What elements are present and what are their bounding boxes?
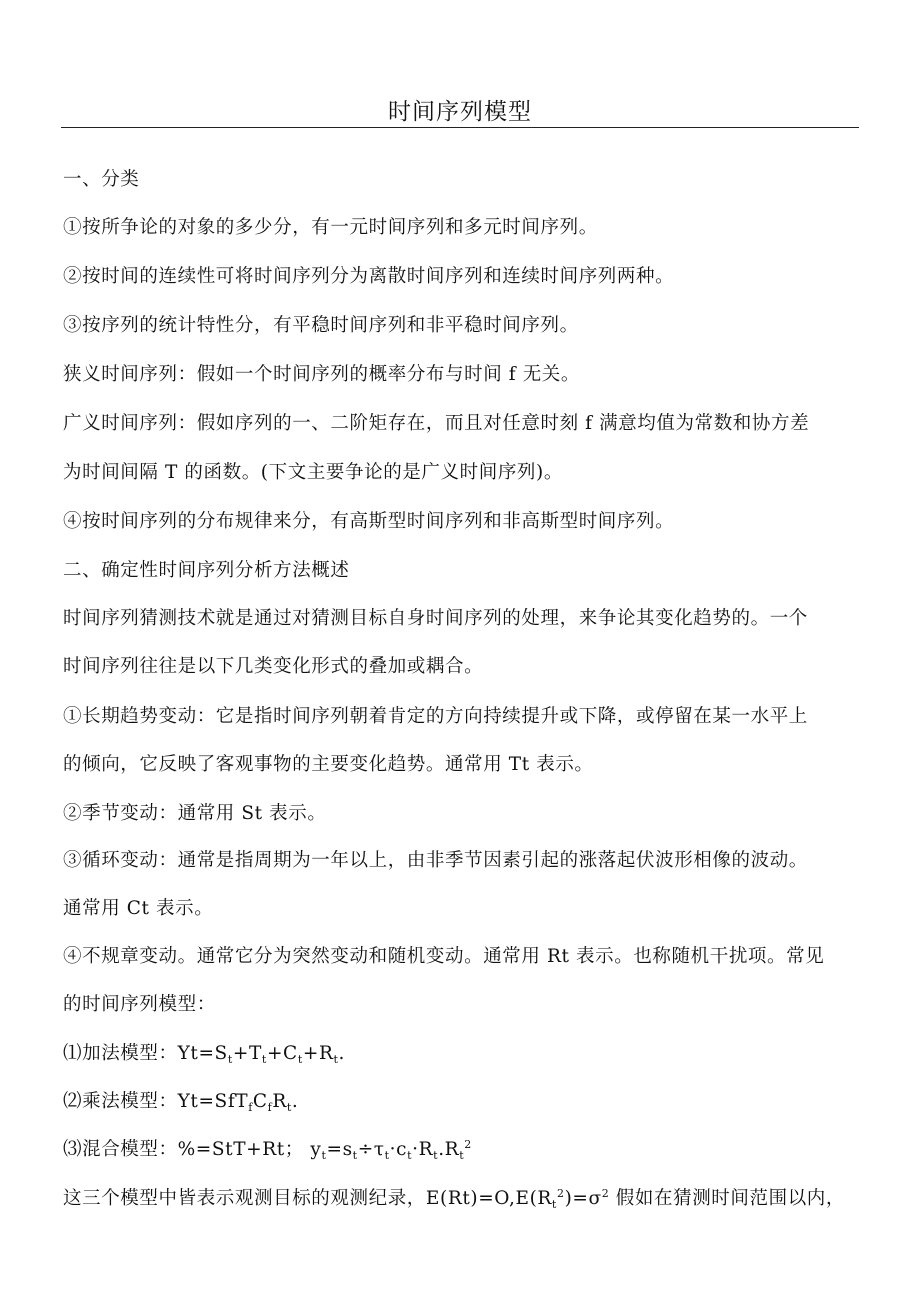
paragraph-line: 通常用 Ct 表示。 (63, 898, 214, 919)
model-label: ⑵乘法模型： (63, 1091, 178, 1112)
subscript: t (227, 1053, 233, 1066)
formula-text: =s (326, 1139, 353, 1160)
paragraph-line: 狭义时间序列：假如一个时间序列的概率分布与时间 f 无关。 (63, 364, 581, 385)
section-heading-methods: 二、确定性时间序列分析方法概述 (63, 560, 350, 581)
title-divider (61, 127, 859, 128)
formula-text: R (272, 1091, 287, 1112)
subscript: t (384, 1149, 390, 1162)
subscript: t (459, 1149, 465, 1162)
formula-text: .R (438, 1139, 460, 1160)
superscript: 2 (556, 1187, 565, 1200)
subscript: t (321, 1149, 327, 1162)
multiplicative-model-line (63, 1087, 863, 1117)
paragraph-line: 时间序列往往是以下几类变化形式的叠加或耦合。 (63, 656, 484, 677)
paragraph-line: 为时间间隔 T 的函数。(下文主要争论的是广义时间序列)。 (63, 462, 563, 483)
paragraph-line: 时间序列猜测技术就是通过对猜测目标自身时间序列的处理，来争论其变化趋势的。一个 (63, 608, 808, 629)
formula-text: 这三个模型中皆表示观测目标的观测纪录，E(Rt)=O,E(R (63, 1188, 552, 1209)
subscript: t (297, 1053, 303, 1066)
superscript: 2 (464, 1138, 472, 1151)
formula-text: . (338, 1043, 345, 1064)
subscript: f (248, 1101, 253, 1114)
formula-text: C (252, 1091, 268, 1112)
formula-text: %=StT+Rt； y (177, 1139, 322, 1160)
paragraph-line: ④按时间序列的分布规律来分，有高斯型时间序列和非高斯型时间序列。 (63, 511, 675, 532)
paragraph-line: ②按时间的连续性可将时间序列分为离散时间序列和连续时间序列两种。 (63, 266, 675, 287)
formula-text: ·R (412, 1139, 434, 1160)
paragraph-line: ①长期趋势变动：它是指时间序列朝着肯定的方向持续提升或下降，或停留在某一水平上 (63, 706, 808, 727)
paragraph-line: ②季节变动：通常用 St 表示。 (63, 803, 327, 824)
subscript: t (407, 1149, 413, 1162)
paragraph-line: ③循环变动：通常是指周期为一年以上，由非季节因素引起的涨落起伏波形相像的波动。 (63, 850, 808, 871)
additive-model-line (63, 1039, 863, 1069)
paragraph-line: 的时间序列模型： (63, 994, 216, 1015)
formula-text: +C (266, 1043, 298, 1064)
paragraph-line: 广义时间序列：假如序列的一、二阶矩存在，而且对任意时刻 f 满意均值为常数和协方差 (63, 413, 810, 434)
subscript: t (261, 1053, 267, 1066)
subscript: t (333, 1053, 339, 1066)
subscript: t (286, 1101, 292, 1114)
paragraph-line: ④不规章变动。通常它分为突然变动和随机变动。通常用 Rt 表示。也称随机干扰项。常见 (63, 946, 825, 967)
subscript: t (551, 1198, 557, 1211)
section-heading-classification: 一、分类 (63, 169, 140, 190)
formula-text: )=σ (564, 1188, 602, 1209)
mixed-model-line (63, 1135, 863, 1165)
model-label: ⑶混合模型： (63, 1139, 178, 1160)
superscript: 2 (601, 1187, 610, 1200)
paragraph-line: ③按序列的统计特性分，有平稳时间序列和非平稳时间序列。 (63, 315, 579, 336)
formula-text: ÷τ (357, 1139, 385, 1160)
formula-text: ·c (389, 1139, 408, 1160)
formula-text: Yt=SfT (177, 1091, 249, 1112)
paragraph-line: 的倾向，它反映了客观事物的主要变化趋势。通常用 Tt 表示。 (63, 754, 594, 775)
model-label: ⑴加法模型： (63, 1043, 178, 1064)
page-title: 时间序列模型 (388, 99, 532, 125)
subscript: t (433, 1149, 439, 1162)
formula-text: 假如在猜测时间范围以内， (609, 1188, 846, 1209)
paragraph-line (63, 1184, 863, 1214)
formula-text: Yt=S (177, 1043, 228, 1064)
formula-text: . (291, 1091, 299, 1112)
subscript: f (267, 1101, 273, 1114)
paragraph-line: ①按所争论的对象的多少分，有一元时间序列和多元时间序列。 (63, 217, 598, 238)
formula-text: +R (302, 1043, 334, 1064)
formula-text: +T (232, 1043, 262, 1064)
subscript: t (352, 1149, 358, 1162)
